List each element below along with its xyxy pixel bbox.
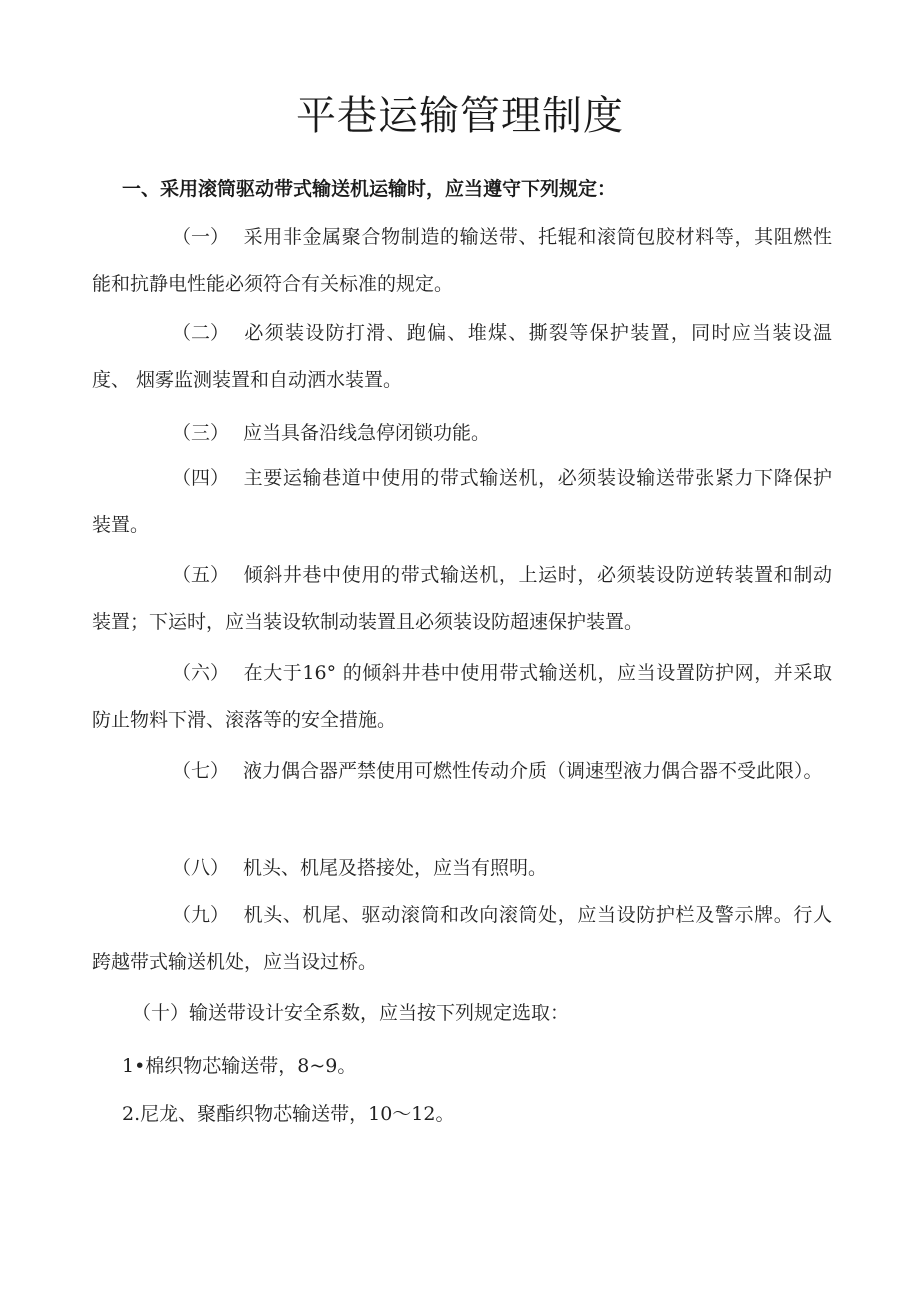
clause-text: 必须装设防打滑、跑偏、堆煤、撕裂等保护装置，同时应当装设温度、 烟雾监测装置和自动洒水装置。: [92, 322, 832, 391]
clause-number: （八）: [172, 857, 230, 879]
document-title: 平巷运输管理制度: [296, 93, 624, 139]
clause-6: [92, 650, 832, 744]
list-item-1: 1•棉织物芯输送带，8~9。: [122, 1055, 357, 1077]
clause-8: [92, 845, 832, 892]
section-heading: 一、采用滚筒驱动带式输送机运输时，应当遵守下列规定：: [122, 178, 617, 200]
clause-text: 倾斜井巷中使用的带式输送机，上运时，必须装设防逆转装置和制动 装置；下运时，应当装设软制动装置且必须装设防超速保护装置。: [92, 564, 832, 633]
clause-9: [92, 892, 832, 986]
clause-text: 采用非金属聚合物制造的输送带、托辊和滚筒包胶材料等，其阻燃性 能和抗静电性能必须符合有关标准的规定。: [92, 226, 832, 295]
clause-7: [92, 748, 832, 795]
clause-number: （六）: [172, 662, 230, 684]
clause-number: （一）: [172, 226, 230, 248]
clause-text: 应当具备沿线急停闭锁功能。: [243, 422, 491, 444]
clause-text: 在大于16° 的倾斜井巷中使用带式输送机，应当设置防护网，并采取 防止物料下滑、滚落等的安全措施。: [92, 662, 832, 731]
clause-4: [92, 455, 832, 549]
clause-number: （五）: [172, 564, 230, 586]
list-item-2: 2.尼龙、聚酯织物芯输送带，10～12。: [122, 1103, 455, 1125]
clause-number: （三）: [172, 422, 230, 444]
clause-10: [92, 990, 832, 1037]
clause-5: [92, 552, 832, 646]
clause-text: 液力偶合器严禁使用可燃性传动介质（调速型液力偶合器不受此限）。: [243, 760, 823, 782]
clause-1: [92, 214, 832, 308]
clause-text: 主要运输巷道中使用的带式输送机，必须装设输送带张紧力下降保护 装置。: [92, 467, 832, 536]
clause-3: [92, 410, 832, 457]
clause-number: （七）: [172, 760, 230, 782]
clause-number: （二）: [172, 322, 230, 344]
clause-number: （十）: [132, 1002, 190, 1024]
clause-number: （九）: [172, 904, 230, 926]
clause-number: （四）: [172, 467, 230, 489]
clause-text: 机头、机尾、驱动滚筒和改向滚筒处，应当设防护栏及警示牌。行人 跨越带式输送机处，应当设过桥。: [92, 904, 832, 973]
clause-text: 输送带设计安全系数，应当按下列规定选取：: [189, 1002, 570, 1024]
clause-2: [92, 310, 832, 404]
clause-text: 机头、机尾及搭接处，应当有照明。: [243, 857, 548, 879]
